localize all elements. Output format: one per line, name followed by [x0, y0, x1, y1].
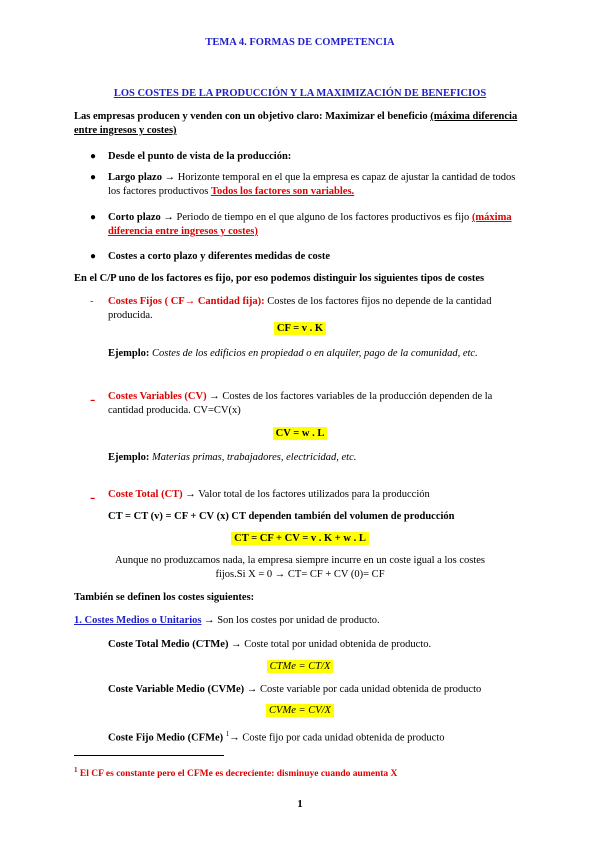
cv-label: Costes Variables (CV) — [108, 391, 207, 402]
cvme-text: → Coste variable por cada unidad obtenida de producto — [246, 684, 482, 695]
footnote-text: El CF es constante pero el CFMe es decreciente: disminuye cuando aumenta X — [79, 769, 398, 780]
cv-example — [108, 451, 548, 465]
cv-formula-row — [0, 427, 600, 441]
cf-example — [108, 347, 548, 361]
short-term-label: Corto plazo — [108, 212, 161, 223]
cv-definition — [108, 390, 528, 418]
medios-definition — [74, 614, 534, 628]
bullet-short-term — [108, 211, 528, 239]
cfme-text: → Coste fijo por cada unidad obtenida de producto — [229, 732, 445, 744]
short-term-red: (máxima diferencia entre ingresos y costes) — [108, 212, 512, 237]
section-heading: LOS COSTES DE LA PRODUCCIÓN Y LA MAXIMIZACIÓN DE BENEFICIOS — [113, 88, 487, 99]
short-term-text: → Periodo de tiempo en el que alguno de los factores productivos es fijo — [163, 212, 470, 223]
cv-example-label: Ejemplo: — [108, 452, 150, 463]
intro-underlined: (máxima diferencia entre ingresos y costes) — [74, 111, 518, 136]
bullet-production-view: Desde el punto de vista de la producción: — [108, 151, 292, 162]
cf-formula: CF = v . K — [274, 322, 326, 335]
cfme-label: Coste Fijo Medio (CFMe) — [108, 732, 224, 744]
cvme-label: Coste Variable Medio (CVMe) — [108, 684, 245, 695]
footnote — [74, 763, 534, 781]
long-term-text: → Horizonte temporal en el que la empresa es capaz de ajustar la cantidad de todos los factores productivos — [108, 172, 516, 197]
cf-text: Costes de los factores fijos no depende de la cantidad producida. — [108, 296, 492, 321]
ctme-formula: CTMe = CT/X — [267, 660, 334, 673]
bullet-dot-icon: ● — [90, 151, 97, 162]
footnote-number: 1 — [74, 766, 78, 774]
ct-formula-row — [0, 532, 600, 546]
cvme-definition — [108, 683, 548, 697]
page-title: TEMA 4. FORMAS DE COMPETENCIA — [205, 37, 395, 48]
dash-marker: - — [90, 391, 96, 408]
long-term-label: Largo plazo — [108, 172, 162, 183]
cvme-formula-row — [0, 704, 600, 718]
dash-marker: - — [90, 296, 94, 307]
long-term-red: Todos los factores son variables. — [210, 186, 355, 197]
intro-paragraph — [74, 110, 526, 138]
cf-example-label: Ejemplo: — [108, 348, 150, 359]
ct-definition — [108, 488, 528, 502]
cfme-footnote-ref[interactable]: 1 — [225, 730, 230, 738]
page-number: 1 — [297, 798, 303, 810]
bullet-dot-icon: ● — [90, 212, 97, 223]
ct-equation: CT = CT (v) = CF + CV (x) CT dependen también del volumen de producción — [108, 511, 455, 522]
ctme-label: Coste Total Medio (CTMe) — [108, 639, 229, 650]
ctme-formula-row — [0, 660, 600, 674]
ct-note: Aunque no produzcamos nada, la empresa siempre incurre en un coste igual a los costes fijos.Si X = 0 → CT= CF + CV (0)= CF — [114, 555, 485, 580]
medios-link[interactable]: 1. Costes Medios o Unitarios — [74, 615, 202, 626]
cv-formula: CV = w . L — [273, 427, 328, 440]
cfme-definition — [108, 727, 548, 746]
cv-text: → Costes de los factores variables de la producción dependen de la cantidad producida. CV=CV(x) — [108, 391, 493, 416]
cp-intro: En el C/P uno de los factores es fijo, por eso podemos distinguir los siguientes tipos de costes — [74, 273, 485, 284]
bullet-short-term-costs: Costes a corto plazo y diferentes medidas de coste — [108, 251, 331, 262]
also-defined: También se definen los costes siguientes: — [74, 592, 255, 603]
bullet-dot-icon: ● — [90, 172, 97, 183]
cf-formula-row — [0, 322, 600, 336]
cf-definition — [108, 295, 528, 323]
cv-example-text: Materias primas, trabajadores, electricidad, etc. — [152, 452, 357, 463]
ctme-text: → Coste total por unidad obtenida de producto. — [231, 639, 432, 650]
bullet-long-term — [108, 171, 528, 199]
cf-label: Costes Fijos ( CF→ Cantidad fija): — [108, 296, 265, 307]
dash-marker: - — [90, 489, 96, 506]
footnote-divider — [74, 755, 224, 756]
ct-label: Coste Total (CT) — [108, 489, 183, 500]
intro-text: Las empresas producen y venden con un objetivo claro: Maximizar el beneficio — [74, 111, 428, 122]
cvme-formula: CVMe = CV/X — [266, 704, 334, 717]
bullet-dot-icon: ● — [90, 251, 97, 262]
medios-text: → Son los costes por unidad de producto. — [204, 615, 380, 626]
cf-example-text: Costes de los edificios en propiedad o en alquiler, pago de la comunidad, etc. — [152, 348, 478, 359]
ct-formula: CT = CF + CV = v . K + w . L — [231, 532, 369, 545]
ct-text: → Valor total de los factores utilizados para la producción — [185, 489, 430, 500]
ctme-definition — [108, 638, 548, 652]
